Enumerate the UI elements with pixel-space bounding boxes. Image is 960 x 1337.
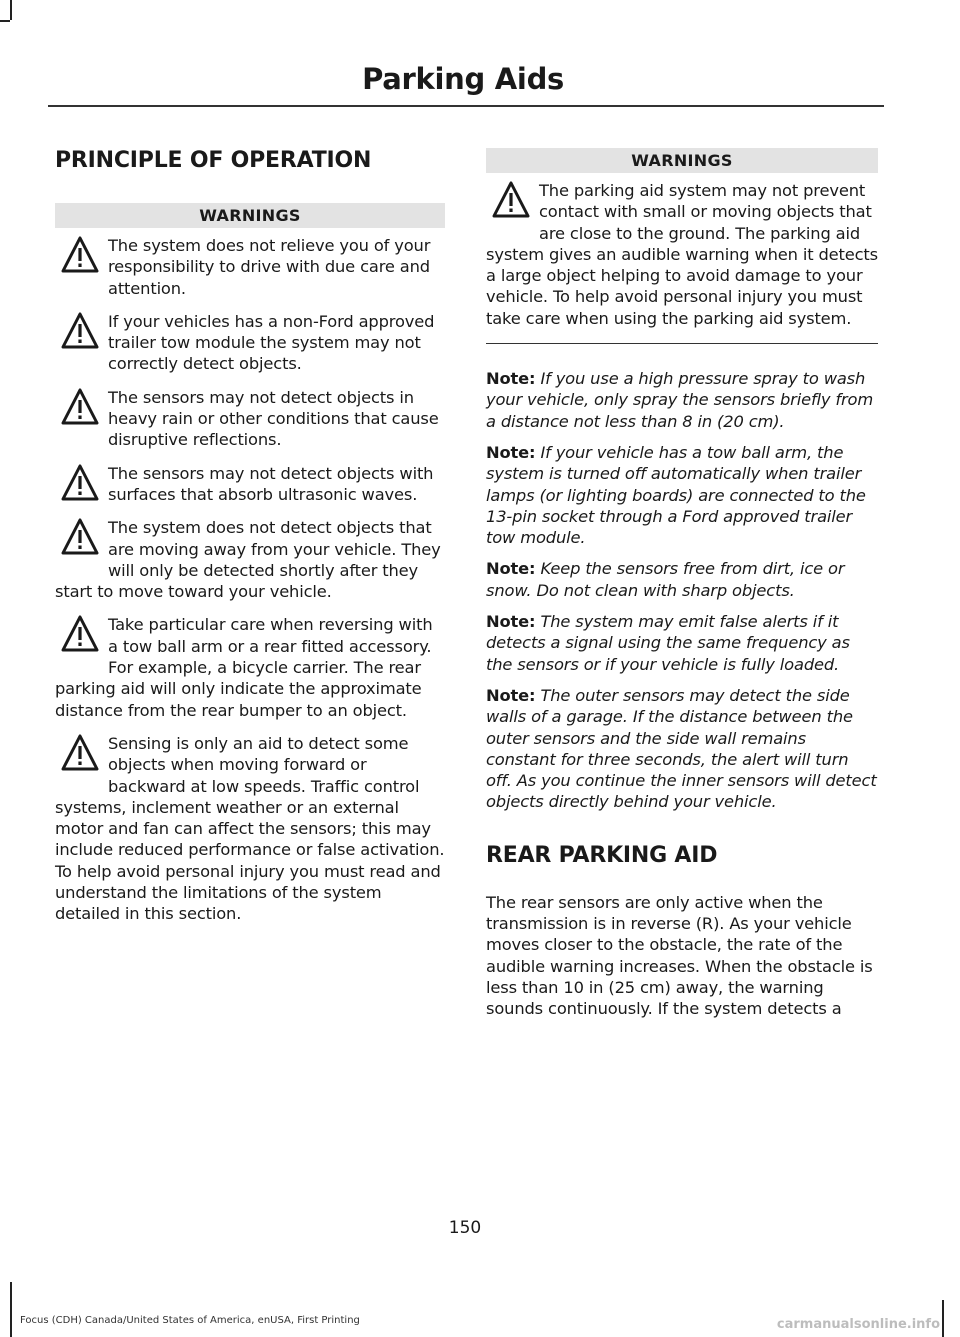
crop-mark	[0, 20, 10, 22]
note-label: Note:	[486, 369, 536, 389]
warning-triangle-icon	[61, 614, 101, 658]
note-label: Note:	[486, 612, 536, 632]
crop-mark	[10, 1282, 12, 1337]
warnings-banner: WARNINGS	[55, 203, 445, 228]
note	[486, 558, 878, 601]
warning-triangle-icon	[61, 311, 101, 355]
warning-item	[55, 463, 445, 506]
warning-item	[55, 517, 445, 602]
crop-mark	[942, 1300, 944, 1337]
page-number: 150	[448, 1218, 482, 1238]
body-paragraph: The rear sensors are only active when the transmission is in reverse (R). As your vehicle moves closer to the obstacle, the rate of the audible warning increases. When the obstacle is less than 10 in (25 cm) away, the warning sounds continuously. If the system detects a	[486, 892, 873, 1019]
warning-triangle-icon	[492, 180, 532, 224]
warning-text: If your vehicles has a non-Ford approved trailer tow module the system may not correctly detect objects.	[108, 311, 435, 374]
warning-text: The system does not relieve you of your responsibility to drive with due care and attention.	[108, 236, 431, 298]
warning-text: The sensors may not detect objects in heavy rain or other conditions that cause disruptive reflections.	[108, 387, 439, 450]
notes-list	[486, 368, 878, 813]
warning-text: The sensors may not detect objects with surfaces that absorb ultrasonic waves.	[108, 463, 434, 504]
note	[486, 442, 878, 548]
section-heading: PRINCIPLE OF OPERATION	[55, 148, 372, 173]
warnings-list	[55, 235, 445, 925]
warning-triangle-icon	[61, 463, 101, 507]
note-label: Note:	[486, 685, 536, 705]
note-label: Note:	[486, 442, 536, 462]
page-title: Parking Aids	[362, 62, 564, 96]
section-heading: REAR PARKING AID	[486, 842, 718, 868]
warning-item	[55, 311, 445, 375]
left-column	[55, 148, 445, 937]
warning-triangle-icon	[61, 517, 101, 561]
note-text: If you use a high pressure spray to wash your vehicle, only spray the sensors briefly from a distance not less than 8 in (20 cm).	[486, 369, 874, 431]
right-column	[486, 148, 878, 1020]
warning-item	[55, 387, 445, 451]
warning-triangle-icon	[61, 733, 101, 777]
warning-item	[55, 733, 445, 925]
warning-text: The system does not detect objects that are moving away from your vehicle. They will only be detected shortly after they start to move toward your vehicle.	[55, 518, 441, 602]
warning-triangle-icon	[61, 387, 101, 431]
note	[486, 368, 878, 432]
footer-text: Focus (CDH) Canada/United States of America, enUSA, First Printing	[20, 1315, 360, 1326]
warning-text: Sensing is only an aid to detect some objects when moving forward or backward at low speeds. Traffic control systems, inclement weather or an external motor and fan can affect the sensors; this may include reduced performance or false activation. To help avoid personal injury you must read and understand the limitations of the system detailed in this section.	[55, 733, 445, 924]
note-text: The system may emit false alerts if it detects a signal using the same frequency as the sensors or if your vehicle is fully loaded.	[486, 612, 850, 674]
warning-triangle-icon	[61, 235, 101, 279]
note	[486, 685, 878, 813]
note-text: If your vehicle has a tow ball arm, the system is turned off automatically when trailer lamps (or lighting boards) are connected to the 13-pin socket through a Ford approved trailer tow module.	[486, 442, 866, 548]
warning-item	[55, 614, 445, 720]
warning-text: The parking aid system may not prevent contact with small or moving objects that are close to the ground. The parking aid system gives an audible warning when it detects a large object helping to avoid damage to your vehicle. To help avoid personal injury you must take care when using the parking aid system.	[486, 181, 878, 328]
header-divider	[48, 105, 884, 107]
note-text: Keep the sensors free from dirt, ice or snow. Do not clean with sharp objects.	[486, 559, 845, 600]
warning-item	[486, 180, 878, 344]
warnings-banner: WARNINGS	[486, 148, 878, 173]
note-label: Note:	[486, 559, 536, 579]
watermark: carmanualsonline.info	[776, 1317, 940, 1332]
warning-text: Take particular care when reversing with a tow ball arm or a rear fitted accessory. For example, a bicycle carrier. The rear parking aid will only indicate the approximate distance from the rear bumper to an object.	[55, 615, 433, 720]
note-text: The outer sensors may detect the side walls of a garage. If the distance between the outer sensors and the side wall remains constant for three seconds, the alert will turn off. As you continue the inner sensors will detect objects directly behind your vehicle.	[486, 685, 877, 812]
crop-mark	[10, 0, 12, 20]
note	[486, 611, 878, 675]
warning-item	[55, 235, 445, 299]
